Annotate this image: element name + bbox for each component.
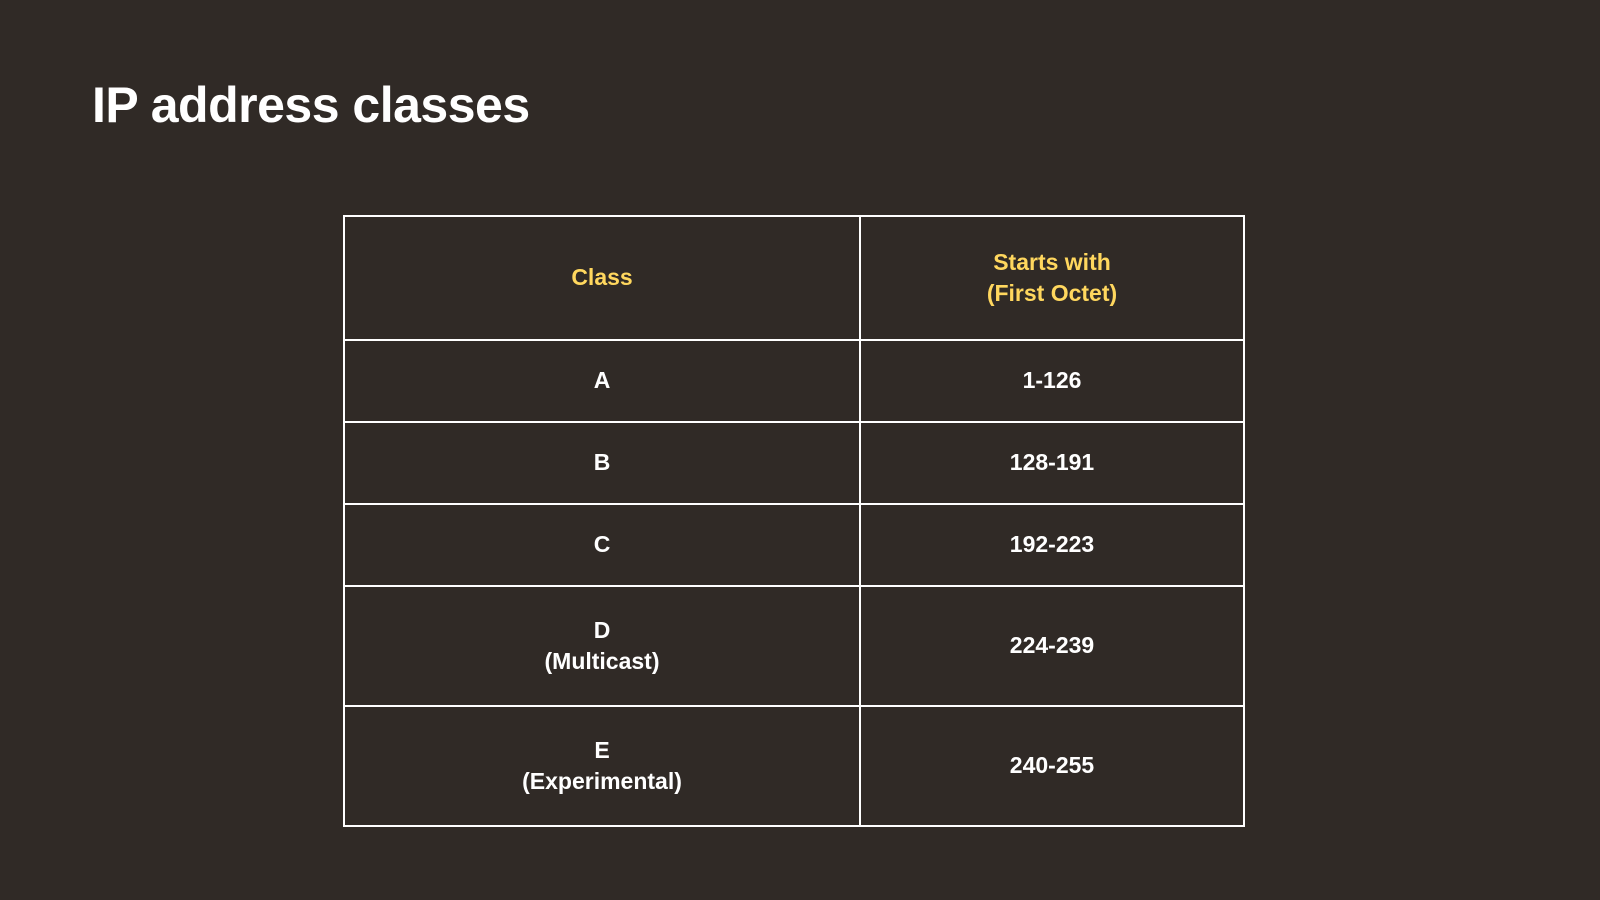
page-title: IP address classes bbox=[92, 77, 530, 133]
cell-class: B bbox=[344, 422, 860, 504]
table-row bbox=[344, 422, 1244, 504]
cell-class bbox=[344, 586, 860, 706]
cell-range: 240-255 bbox=[860, 706, 1244, 826]
cell-class-letter: E bbox=[594, 736, 610, 763]
cell-class: A bbox=[344, 340, 860, 422]
column-header-starts-with bbox=[860, 216, 1244, 340]
cell-range: 128-191 bbox=[860, 422, 1244, 504]
table-header-row bbox=[344, 216, 1244, 340]
cell-range: 1-126 bbox=[860, 340, 1244, 422]
column-header-starts-with-line2: (First Octet) bbox=[986, 280, 1118, 306]
column-header-class: Class bbox=[344, 216, 860, 340]
cell-range: 192-223 bbox=[860, 504, 1244, 586]
cell-class-note: (Experimental) bbox=[522, 768, 682, 794]
ip-address-classes-table bbox=[343, 215, 1243, 827]
table-row bbox=[344, 706, 1244, 826]
table-row bbox=[344, 504, 1244, 586]
table bbox=[343, 215, 1245, 827]
cell-class bbox=[344, 706, 860, 826]
cell-class: C bbox=[344, 504, 860, 586]
column-header-starts-with-line1: Starts with bbox=[993, 248, 1111, 275]
cell-class-letter: D bbox=[593, 616, 611, 643]
cell-class-note: (Multicast) bbox=[544, 648, 660, 674]
table-row bbox=[344, 586, 1244, 706]
table-row bbox=[344, 340, 1244, 422]
cell-range: 224-239 bbox=[860, 586, 1244, 706]
